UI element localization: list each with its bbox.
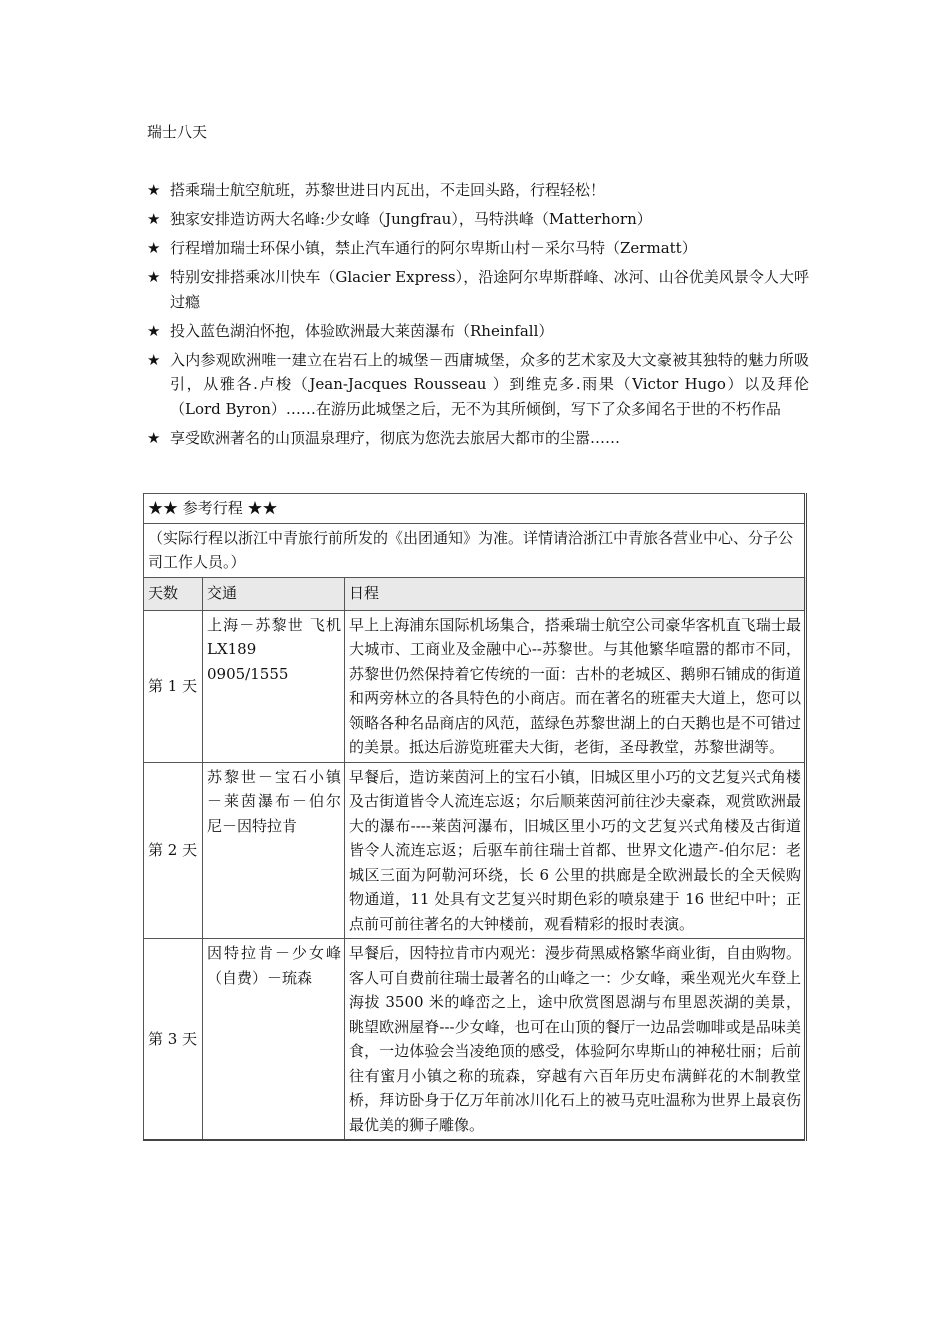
table-note: （实际行程以浙江中青旅行前所发的《出团通知》为准。详情请洽浙江中青旅各营业中心、分子公司工作人员。） (144, 523, 806, 577)
transport-cell: 因特拉肯－少女峰（自费）－琉森 (203, 939, 345, 1141)
table-row (144, 762, 806, 939)
highlight-item (147, 207, 809, 232)
star-icon: ★ (147, 321, 161, 340)
header-transport: 交通 (203, 577, 345, 610)
highlight-text: 行程增加瑞士环保小镇，禁止汽车通行的阿尔卑斯山村－采尔马特（Zermatt） (170, 239, 697, 257)
table-header-row (144, 577, 806, 610)
highlight-text: 搭乘瑞士航空航班，苏黎世进日内瓦出，不走回头路，行程轻松！ (170, 181, 606, 199)
star-icon: ★ (147, 210, 161, 228)
document-title: 瑞士八天 (147, 123, 208, 141)
highlight-item (147, 348, 809, 422)
day-cell: 第 2 天 (144, 762, 203, 939)
highlight-item (147, 265, 809, 314)
highlight-text: 投入蓝色湖泊怀抱，体验欧洲最大莱茵瀑布（Rheinfall） (170, 321, 554, 340)
header-schedule: 日程 (345, 577, 806, 610)
highlight-text: 入内参观欧洲唯一建立在岩石上的城堡－西庸城堡，众多的艺术家及大文豪被其独特的魅力所吸引，从雅各.卢梭（Jean-Jacques Rousseau ）到维克多.雨果（Victor Hugo）以及拜伦（Lord Byron）……在游历此城堡之后，无不为其所倾倒，写下了众多闻名于世的不朽作品 (170, 350, 809, 418)
table-caption: ★★ 参考行程 ★★ (144, 494, 806, 524)
table-row (144, 939, 806, 1141)
highlight-text: 特别安排搭乘冰川快车（Glacier Express），沿途阿尔卑斯群峰、冰河、山谷优美风景令人大呼过瘾 (170, 268, 809, 311)
transport-cell: 上海－苏黎世 飞机 LX189 0905/1555 (203, 610, 345, 762)
star-icon: ★ (147, 181, 161, 199)
star-icon: ★ (147, 268, 161, 286)
highlights-list (147, 178, 809, 455)
schedule-cell: 早餐后，因特拉肯市内观光：漫步荷黑威格繁华商业街，自由购物。客人可自费前往瑞士最著名的山峰之一：少女峰，乘坐观光火车登上海拔 3500 米的峰峦之上，途中欣赏图恩湖与布里恩茨湖的美景，眺望欧洲屋脊---少女峰，也可在山顶的餐厅一边品尝咖啡或是品味美食，一边体验会当凌绝顶的感受，体验阿尔卑斯山的神秘壮丽；后前往有蜜月小镇之称的琉森，穿越有六百年历史布满鲜花的木制教堂桥，拜访卧身于亿万年前冰川化石上的被马克吐温称为世界上最哀伤最优美的狮子雕像。 (345, 939, 806, 1141)
highlight-item (147, 319, 809, 344)
itinerary-table (143, 493, 807, 1141)
star-icon: ★ (147, 239, 161, 257)
day-cell: 第 3 天 (144, 939, 203, 1141)
star-icon: ★ (147, 428, 161, 447)
day-cell: 第 1 天 (144, 610, 203, 762)
highlight-item (147, 178, 809, 203)
highlight-text: 独家安排造访两大名峰:少女峰（Jungfrau），马特洪峰（Matterhorn） (170, 210, 652, 228)
highlight-item (147, 236, 809, 261)
transport-cell: 苏黎世－宝石小镇－莱茵瀑布－伯尔尼－因特拉肯 (203, 762, 345, 939)
highlight-text: 享受欧洲著名的山顶温泉理疗，彻底为您洗去旅居大都市的尘嚣…… (170, 428, 621, 447)
header-day: 天数 (144, 577, 203, 610)
schedule-cell: 早餐后，造访莱茵河上的宝石小镇，旧城区里小巧的文艺复兴式角楼及古街道皆令人流连忘返；尔后顺莱茵河前往沙夫豪森，观赏欧洲最大的瀑布----莱茵河瀑布，旧城区里小巧的文艺复兴式角楼及古街道皆令人流连忘返；后驱车前往瑞士首都、世界文化遗产-伯尔尼：老城区三面为阿勒河环绕，长 6 公里的拱廊是全欧洲最长的全天候购物通道，11 处具有文艺复兴时期色彩的喷泉建于 16 世纪中叶；正点前可前往著名的大钟楼前，观看精彩的报时表演。 (345, 762, 806, 939)
table-row (144, 610, 806, 762)
star-icon: ★ (147, 350, 161, 369)
highlight-item (147, 426, 809, 451)
schedule-cell: 早上上海浦东国际机场集合，搭乘瑞士航空公司豪华客机直飞瑞士最大城市、工商业及金融中心--苏黎世。与其他繁华喧嚣的都市不同，苏黎世仍然保持着它传统的一面：古朴的老城区、鹅卵石铺成的街道和两旁林立的各具特色的小商店。而在著名的班霍夫大道上，您可以领略各种名品商店的风范，蓝绿色苏黎世湖上的白天鹅也是不可错过的美景。抵达后游览班霍夫大街，老街，圣母教堂，苏黎世湖等。 (345, 610, 806, 762)
